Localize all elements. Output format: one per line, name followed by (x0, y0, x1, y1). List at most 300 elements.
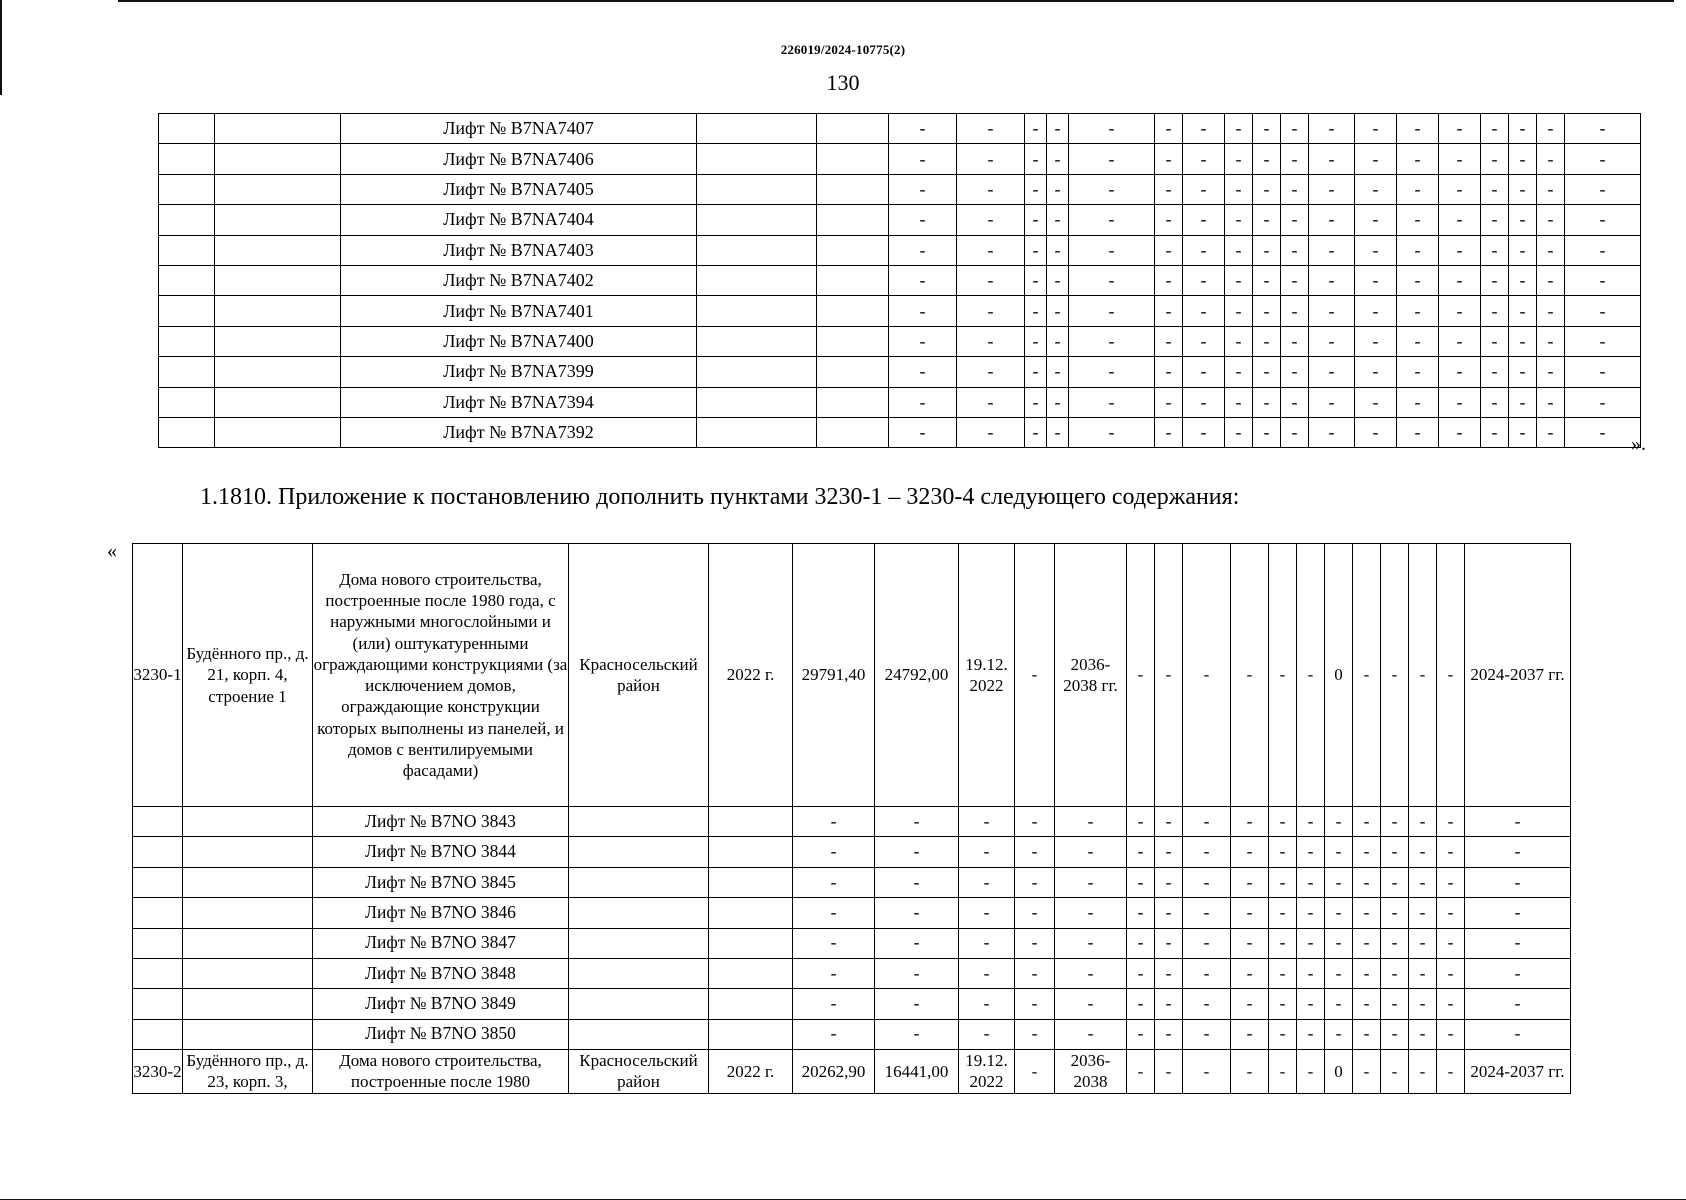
dash-cell: - (1325, 958, 1353, 988)
dash-cell: - (793, 989, 875, 1019)
dash-cell: - (1055, 1019, 1127, 1049)
dash-cell: - (1481, 144, 1509, 174)
dash-cell: - (1269, 958, 1297, 988)
dash-cell: - (1055, 837, 1127, 867)
entry-period: 2036- 2038 (1055, 1050, 1127, 1094)
dash-cell: - (959, 1019, 1015, 1049)
dash-cell: - (1127, 958, 1155, 988)
dash-cell: - (1439, 265, 1481, 295)
dash-cell: - (875, 1019, 959, 1049)
dash-cell: - (1281, 296, 1309, 326)
lift-name: Лифт № В7NA7403 (341, 235, 697, 265)
dash-cell: - (1537, 235, 1565, 265)
dash-cell: - (1509, 174, 1537, 204)
dash-cell: - (1183, 958, 1231, 988)
dash-cell: - (1481, 174, 1509, 204)
dash-cell: - (1281, 265, 1309, 295)
empty-cell (159, 114, 215, 144)
dash-cell: - (1069, 205, 1155, 235)
dash-cell: - (1381, 1019, 1409, 1049)
dash-cell: - (889, 296, 957, 326)
dash-cell: - (1325, 837, 1353, 867)
dash-cell: - (1353, 928, 1381, 958)
value-cell: - (1127, 1050, 1155, 1094)
table-row (159, 114, 1641, 144)
dash-cell: - (1465, 1019, 1571, 1049)
empty-cell (133, 898, 183, 928)
dash-cell: - (1225, 205, 1253, 235)
dash-cell: - (1537, 114, 1565, 144)
lift-name: Лифт № В7NA7406 (341, 144, 697, 174)
dash-cell: - (1253, 174, 1281, 204)
dash-cell: - (959, 807, 1015, 837)
empty-cell (709, 807, 793, 837)
dash-cell: - (1481, 387, 1509, 417)
dash-cell: - (1155, 326, 1183, 356)
empty-cell (709, 958, 793, 988)
dash-cell: - (1355, 174, 1397, 204)
dash-cell: - (1225, 326, 1253, 356)
dash-cell: - (1397, 387, 1439, 417)
dash-cell: - (1439, 417, 1481, 447)
dash-cell: - (1047, 114, 1069, 144)
dash-cell: - (1127, 989, 1155, 1019)
dash-cell: - (1225, 144, 1253, 174)
dash-cell: - (1225, 265, 1253, 295)
dash-cell: - (1155, 387, 1183, 417)
dash-cell: - (1437, 1019, 1465, 1049)
dash-cell: - (793, 958, 875, 988)
dash-cell: - (1225, 235, 1253, 265)
dash-cell: - (1253, 144, 1281, 174)
table-row (159, 174, 1641, 204)
dash-cell: - (1397, 265, 1439, 295)
dash-cell: - (1025, 114, 1047, 144)
dash-cell: - (1309, 387, 1355, 417)
dash-cell: - (1437, 867, 1465, 897)
dash-cell: - (959, 898, 1015, 928)
dash-cell: - (1281, 326, 1309, 356)
empty-cell (159, 387, 215, 417)
empty-cell (817, 296, 889, 326)
dash-cell: - (1565, 205, 1641, 235)
entry-number: 3230-2 (133, 1050, 183, 1094)
dash-cell: - (957, 296, 1025, 326)
empty-cell (817, 417, 889, 447)
empty-cell (215, 326, 341, 356)
dash-cell: - (1465, 928, 1571, 958)
entry-plan: 2024-2037 гг. (1465, 1050, 1571, 1094)
dash-cell: - (1509, 144, 1537, 174)
empty-cell (159, 205, 215, 235)
dash-cell: - (1355, 296, 1397, 326)
dash-cell: - (1325, 898, 1353, 928)
empty-cell (817, 174, 889, 204)
lift-name: Лифт № В7NO 3849 (313, 989, 569, 1019)
empty-cell (215, 357, 341, 387)
empty-cell (183, 837, 313, 867)
empty-cell (697, 326, 817, 356)
dash-cell: - (1269, 1019, 1297, 1049)
dash-cell: - (1127, 898, 1155, 928)
dash-cell: - (1253, 357, 1281, 387)
dash-cell: - (1025, 144, 1047, 174)
dash-cell: - (1509, 235, 1537, 265)
empty-cell (183, 898, 313, 928)
entry-date: 19.12. 2022 (959, 1050, 1015, 1094)
dash-cell: - (1015, 989, 1055, 1019)
dash-cell: - (1381, 867, 1409, 897)
dash-cell: - (1155, 235, 1183, 265)
dash-cell: - (1355, 265, 1397, 295)
dash-cell: - (1465, 837, 1571, 867)
dash-cell: - (1055, 867, 1127, 897)
value-cell: - (1437, 1050, 1465, 1094)
dash-cell: - (957, 326, 1025, 356)
dash-cell: - (1355, 417, 1397, 447)
table-row (159, 144, 1641, 174)
dash-cell: - (1183, 357, 1225, 387)
dash-cell: - (889, 235, 957, 265)
dash-cell: - (1015, 837, 1055, 867)
empty-cell (817, 265, 889, 295)
lift-name: Лифт № В7NA7392 (341, 417, 697, 447)
dash-cell: - (1253, 326, 1281, 356)
dash-cell: - (1309, 235, 1355, 265)
table-row (133, 867, 1571, 897)
dash-cell: - (1355, 144, 1397, 174)
dash-cell: - (1069, 296, 1155, 326)
dash-cell: - (1155, 114, 1183, 144)
value-cell: - (1353, 1050, 1381, 1094)
empty-cell (569, 958, 709, 988)
dash-cell: - (1225, 174, 1253, 204)
dash-cell: - (1439, 387, 1481, 417)
dash-cell: - (1437, 837, 1465, 867)
dash-cell: - (1397, 114, 1439, 144)
value-cell: - (1381, 1050, 1409, 1094)
value-cell: 0 (1325, 1050, 1353, 1094)
dash-cell: - (1481, 417, 1509, 447)
empty-cell (697, 296, 817, 326)
dash-cell: - (1281, 387, 1309, 417)
empty-cell (697, 205, 817, 235)
dash-cell: - (1281, 235, 1309, 265)
lift-name: Лифт № В7NO 3850 (313, 1019, 569, 1049)
empty-cell (697, 174, 817, 204)
dash-cell: - (1047, 144, 1069, 174)
dash-cell: - (1297, 807, 1325, 837)
dash-cell: - (959, 928, 1015, 958)
table-row (159, 235, 1641, 265)
empty-cell (215, 417, 341, 447)
empty-cell (697, 235, 817, 265)
dash-cell: - (1565, 357, 1641, 387)
dash-cell: - (1397, 174, 1439, 204)
dash-cell: - (1355, 205, 1397, 235)
dash-cell: - (793, 807, 875, 837)
empty-cell (215, 114, 341, 144)
dash-cell: - (1309, 205, 1355, 235)
dash-cell: - (1439, 357, 1481, 387)
value-cell: 0 (1325, 544, 1353, 807)
dash-cell: - (1269, 928, 1297, 958)
dash-cell: - (1183, 387, 1225, 417)
dash-cell: - (1055, 807, 1127, 837)
entry-year: 2022 г. (709, 1050, 793, 1094)
dash-cell: - (1269, 989, 1297, 1019)
entry-year: 2022 г. (709, 544, 793, 807)
lift-name: Лифт № В7NO 3848 (313, 958, 569, 988)
dash-cell: - (1481, 205, 1509, 235)
table-row (133, 928, 1571, 958)
dash-cell: - (1439, 326, 1481, 356)
dash-cell: - (1565, 144, 1641, 174)
dash-cell: - (1225, 296, 1253, 326)
dash-cell: - (1509, 265, 1537, 295)
empty-cell (215, 205, 341, 235)
dash-cell: - (1231, 989, 1269, 1019)
dash-cell: - (1537, 296, 1565, 326)
section-heading: 1.1810. Приложение к постановлению дополнить пунктами 3230-1 – 3230-4 следующего содержания: (200, 484, 1240, 510)
dash-cell: - (1155, 898, 1183, 928)
dash-cell: - (1015, 898, 1055, 928)
dash-cell: - (1015, 928, 1055, 958)
dash-cell: - (1183, 807, 1231, 837)
table-row (133, 898, 1571, 928)
dash-cell: - (1397, 205, 1439, 235)
empty-cell (183, 958, 313, 988)
entry-area-living: 16441,00 (875, 1050, 959, 1094)
dash-cell: - (1297, 989, 1325, 1019)
dash-cell: - (1309, 296, 1355, 326)
dash-cell: - (1225, 114, 1253, 144)
dash-cell: - (1381, 837, 1409, 867)
dash-cell: - (793, 837, 875, 867)
entry-date: 19.12. 2022 (959, 544, 1015, 807)
dash-cell: - (1253, 296, 1281, 326)
dash-cell: - (1155, 205, 1183, 235)
table-row (159, 357, 1641, 387)
dash-cell: - (1565, 235, 1641, 265)
dash-cell: - (957, 387, 1025, 417)
dash-cell: - (1481, 326, 1509, 356)
dash-cell: - (1325, 989, 1353, 1019)
lift-name: Лифт № В7NO 3846 (313, 898, 569, 928)
empty-cell (817, 235, 889, 265)
dash-cell: - (1183, 296, 1225, 326)
dash-cell: - (1055, 898, 1127, 928)
empty-cell (159, 144, 215, 174)
dash-cell: - (875, 867, 959, 897)
dash-cell: - (1309, 357, 1355, 387)
dash-cell: - (1355, 326, 1397, 356)
empty-cell (697, 265, 817, 295)
entry-district: Красносельский район (569, 1050, 709, 1094)
value-cell: - (1183, 1050, 1231, 1094)
dash-cell: - (1155, 958, 1183, 988)
lift-name: Лифт № В7NA7402 (341, 265, 697, 295)
empty-cell (569, 867, 709, 897)
dash-cell: - (959, 958, 1015, 988)
upper-lift-table (158, 113, 1641, 448)
dash-cell: - (1381, 989, 1409, 1019)
lift-name: Лифт № В7NO 3843 (313, 807, 569, 837)
dash-cell: - (1281, 174, 1309, 204)
dash-cell: - (1537, 357, 1565, 387)
dash-cell: - (1537, 144, 1565, 174)
dash-cell: - (1309, 265, 1355, 295)
dash-cell: - (1465, 898, 1571, 928)
dash-cell: - (889, 326, 957, 356)
main-table (132, 543, 1571, 1094)
dash-cell: - (957, 265, 1025, 295)
dash-cell: - (1565, 174, 1641, 204)
value-cell: - (1353, 544, 1381, 807)
dash-cell: - (1565, 326, 1641, 356)
empty-cell (133, 867, 183, 897)
dash-cell: - (1297, 837, 1325, 867)
empty-cell (709, 898, 793, 928)
empty-cell (697, 417, 817, 447)
dash-cell: - (1015, 867, 1055, 897)
empty-cell (183, 807, 313, 837)
dash-cell: - (1127, 807, 1155, 837)
value-cell: - (1409, 1050, 1437, 1094)
dash-cell: - (1069, 357, 1155, 387)
value-cell: - (1155, 1050, 1183, 1094)
entry-category: Дома нового строительства, построенные после 1980 года, с наружными многослойными и (или) оштукатуренными ограждающими конструкциями (за исключением домов, ограждающие конструкции которых выполнены из панелей, и домов с вентилируемыми фасадами) (313, 544, 569, 807)
dash-cell: - (1269, 837, 1297, 867)
dash-cell: - (1439, 296, 1481, 326)
dash-cell: - (1509, 326, 1537, 356)
dash-cell: - (1183, 837, 1231, 867)
dash-cell: - (1409, 867, 1437, 897)
dash-cell: - (1047, 174, 1069, 204)
dash-cell: - (1325, 1019, 1353, 1049)
lift-name: Лифт № В7NA7394 (341, 387, 697, 417)
dash-cell: - (889, 417, 957, 447)
dash-cell: - (793, 1019, 875, 1049)
dash-cell: - (1155, 174, 1183, 204)
empty-cell (697, 114, 817, 144)
dash-cell: - (1297, 958, 1325, 988)
empty-cell (697, 357, 817, 387)
dash-cell: - (1183, 114, 1225, 144)
dash-cell: - (959, 867, 1015, 897)
dash-cell: - (1155, 989, 1183, 1019)
dash-cell: - (1281, 357, 1309, 387)
dash-cell: - (1015, 1050, 1055, 1094)
dash-cell: - (1355, 387, 1397, 417)
dash-cell: - (1183, 1019, 1231, 1049)
dash-cell: - (875, 958, 959, 988)
entry-plan: 2024-2037 гг. (1465, 544, 1571, 807)
dash-cell: - (1069, 114, 1155, 144)
dash-cell: - (1253, 114, 1281, 144)
dash-cell: - (793, 867, 875, 897)
dash-cell: - (889, 387, 957, 417)
lift-name: Лифт № В7NO 3844 (313, 837, 569, 867)
dash-cell: - (957, 417, 1025, 447)
dash-cell: - (1353, 1019, 1381, 1049)
dash-cell: - (1565, 296, 1641, 326)
dash-cell: - (1047, 417, 1069, 447)
dash-cell: - (1025, 387, 1047, 417)
dash-cell: - (1297, 928, 1325, 958)
table-row (133, 989, 1571, 1019)
dash-cell: - (1465, 867, 1571, 897)
dash-cell: - (1047, 235, 1069, 265)
dash-cell: - (957, 174, 1025, 204)
table-row (133, 958, 1571, 988)
empty-cell (159, 326, 215, 356)
empty-cell (133, 837, 183, 867)
dash-cell: - (1253, 417, 1281, 447)
empty-cell (569, 807, 709, 837)
document-number: 226019/2024-10775(2) (780, 42, 906, 57)
dash-cell: - (1409, 958, 1437, 988)
empty-cell (817, 357, 889, 387)
dash-cell: - (1281, 205, 1309, 235)
dash-cell: - (959, 989, 1015, 1019)
top-rule (118, 0, 1674, 2)
empty-cell (817, 387, 889, 417)
dash-cell: - (1481, 114, 1509, 144)
table-row (133, 837, 1571, 867)
dash-cell: - (1353, 898, 1381, 928)
entry-area-living: 24792,00 (875, 544, 959, 807)
dash-cell: - (1439, 205, 1481, 235)
value-cell: - (1297, 544, 1325, 807)
dash-cell: - (1155, 144, 1183, 174)
value-cell: - (1231, 1050, 1269, 1094)
dash-cell: - (1047, 296, 1069, 326)
dash-cell: - (1281, 144, 1309, 174)
dash-cell: - (1069, 265, 1155, 295)
page-number: 130 (826, 70, 860, 95)
lift-name: Лифт № В7NA7400 (341, 326, 697, 356)
value-cell: - (1409, 544, 1437, 807)
dash-cell: - (1069, 326, 1155, 356)
empty-cell (183, 1019, 313, 1049)
dash-cell: - (1155, 417, 1183, 447)
empty-cell (817, 144, 889, 174)
lift-name: Лифт № В7NO 3847 (313, 928, 569, 958)
dash-cell: - (875, 898, 959, 928)
dash-cell: - (1397, 417, 1439, 447)
empty-cell (159, 296, 215, 326)
entry-period: 2036- 2038 гг. (1055, 544, 1127, 807)
dash-cell: - (1565, 387, 1641, 417)
dash-cell: - (1481, 296, 1509, 326)
dash-cell: - (1225, 417, 1253, 447)
empty-cell (709, 928, 793, 958)
dash-cell: - (1047, 387, 1069, 417)
dash-cell: - (1155, 1019, 1183, 1049)
dash-cell: - (1069, 144, 1155, 174)
empty-cell (133, 928, 183, 958)
value-cell: - (1437, 544, 1465, 807)
dash-cell: - (1183, 989, 1231, 1019)
dash-cell: - (1537, 417, 1565, 447)
empty-cell (159, 174, 215, 204)
dash-cell: - (1509, 387, 1537, 417)
dash-cell: - (957, 144, 1025, 174)
dash-cell: - (1565, 114, 1641, 144)
dash-cell: - (1439, 144, 1481, 174)
table-row (159, 417, 1641, 447)
